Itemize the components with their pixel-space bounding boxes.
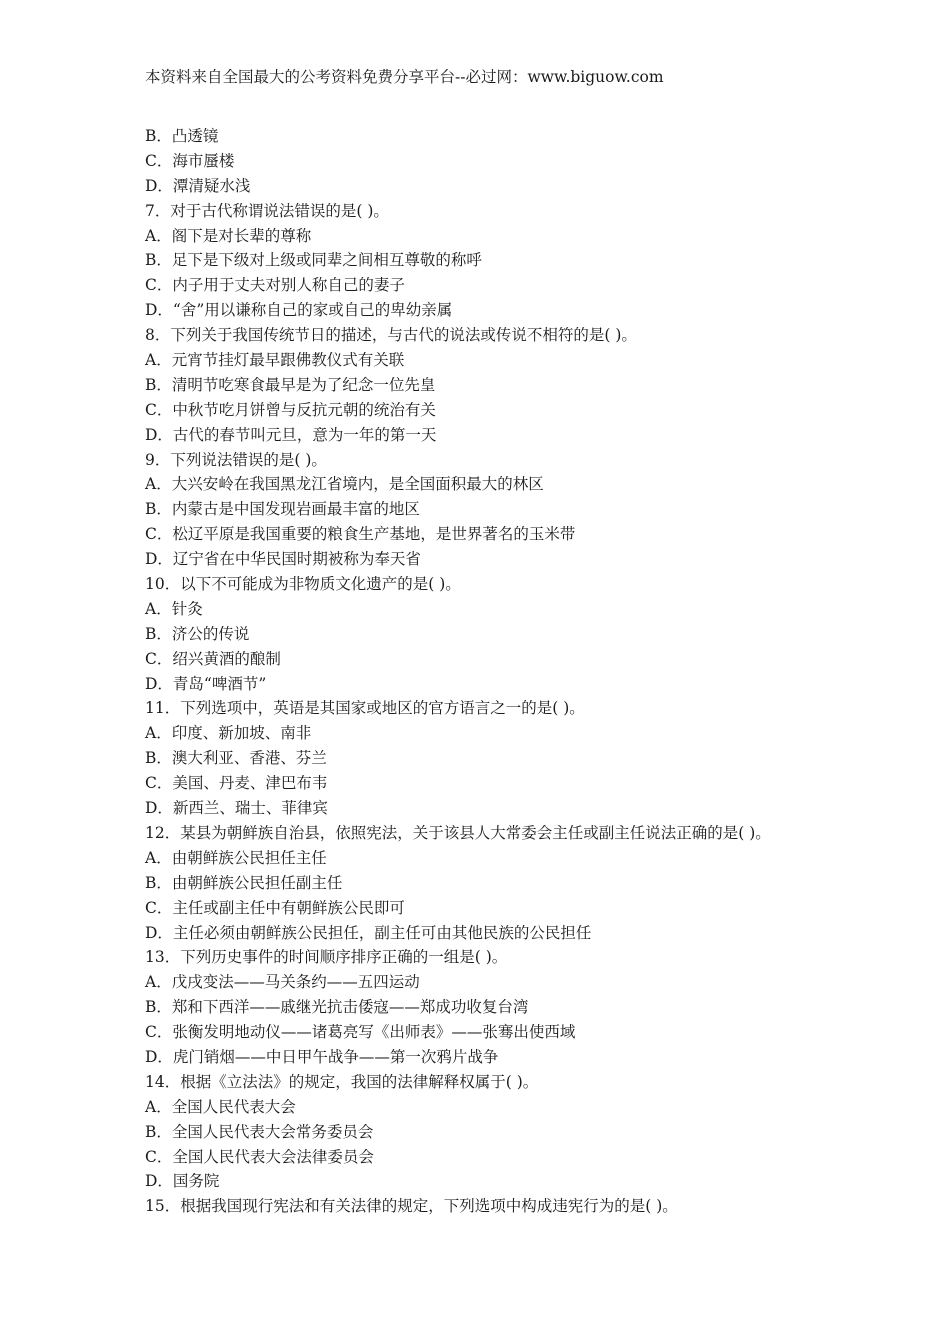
text-line: C．松辽平原是我国重要的粮食生产基地，是世界著名的玉米带 (145, 525, 576, 544)
text-line: D．古代的春节叫元旦，意为一年的第一天 (145, 425, 437, 444)
question-line: 7．对于古代称谓说法错误的是( )。 (145, 201, 389, 220)
question-line: 9．下列说法错误的是( )。 (145, 450, 327, 469)
text-line: D．“舍”用以谦称自己的家或自己的卑幼亲属 (145, 301, 453, 320)
text-line: B．澳大利亚、香港、芬兰 (145, 749, 327, 768)
text-line: B．全国人民代表大会常务委员会 (145, 1122, 374, 1141)
text-line: A．大兴安岭在我国黑龙江省境内，是全国面积最大的林区 (145, 475, 544, 494)
text-line: D．主任必须由朝鲜族公民担任，副主任可由其他民族的公民担任 (145, 923, 592, 942)
text-line: A．全国人民代表大会 (145, 1097, 296, 1116)
text-line: C．中秋节吃月饼曾与反抗元朝的统治有关 (145, 400, 436, 419)
text-line: C．内子用于丈夫对别人称自己的妻子 (145, 276, 405, 295)
text-line: C．张衡发明地动仪——诸葛亮写《出师表》——张骞出使西域 (145, 1023, 576, 1042)
question-line: 8．下列关于我国传统节日的描述，与古代的说法或传说不相符的是( )。 (145, 326, 637, 345)
text-line: C．绍兴黄酒的酿制 (145, 649, 281, 668)
text-line: C．全国人民代表大会法律委员会 (145, 1147, 374, 1166)
text-line: B．足下是下级对上级或同辈之间相互尊敬的称呼 (145, 251, 482, 270)
text-line: B．凸透镜 (145, 127, 219, 145)
text-line: D．辽宁省在中华民国时期被称为奉天省 (145, 550, 421, 569)
question-line: 10．以下不可能成为非物质文化遗产的是( )。 (145, 575, 461, 594)
text-line: A．针灸 (145, 599, 203, 618)
text-line: C．主任或副主任中有朝鲜族公民即可 (145, 898, 405, 917)
text-line: A．阁下是对长辈的尊称 (145, 226, 312, 245)
text-line: B．济公的传说 (145, 624, 250, 643)
text-line: A．元宵节挂灯最早跟佛教仪式有关联 (145, 351, 405, 370)
page-header: 本资料来自全国最大的公考资料免费分享平台--必过网：www.biguow.com (145, 68, 664, 86)
text-line: A．印度、新加坡、南非 (145, 724, 312, 743)
text-line: A．由朝鲜族公民担任主任 (145, 848, 327, 867)
text-line: B．清明节吃寒食最早是为了纪念一位先皇 (145, 375, 436, 394)
text-line: B．内蒙古是中国发现岩画最丰富的地区 (145, 500, 420, 519)
text-line: D．青岛“啤酒节” (145, 674, 267, 693)
text-line: A．戊戌变法——马关条约——五四运动 (145, 973, 420, 992)
question-line: 12．某县为朝鲜族自治县，依照宪法，关于该县人大常委会主任或副主任说法正确的是( )。 (145, 823, 771, 842)
question-list (145, 124, 905, 1219)
text-line: C．美国、丹麦、津巴布韦 (145, 774, 328, 793)
text-line: B．由朝鲜族公民担任副主任 (145, 873, 343, 892)
question-line: 15．根据我国现行宪法和有关法律的规定，下列选项中构成违宪行为的是( )。 (145, 1197, 678, 1216)
question-line: 11．下列选项中，英语是其国家或地区的官方语言之一的是( )。 (145, 699, 585, 718)
text-line: C．海市蜃楼 (145, 151, 235, 170)
text-line: D．潭清疑水浅 (145, 176, 251, 195)
text-line: D．国务院 (145, 1172, 220, 1191)
text-line: B．郑和下西洋——戚继光抗击倭寇——郑成功收复台湾 (145, 998, 529, 1017)
question-line: 13．下列历史事件的时间顺序排序正确的一组是( )。 (145, 948, 508, 967)
text-line: D．新西兰、瑞士、菲律宾 (145, 799, 328, 818)
question-line: 14．根据《立法法》的规定，我国的法律解释权属于( )。 (145, 1072, 539, 1091)
text-line: D．虎门销烟——中日甲午战争——第一次鸦片战争 (145, 1047, 499, 1066)
